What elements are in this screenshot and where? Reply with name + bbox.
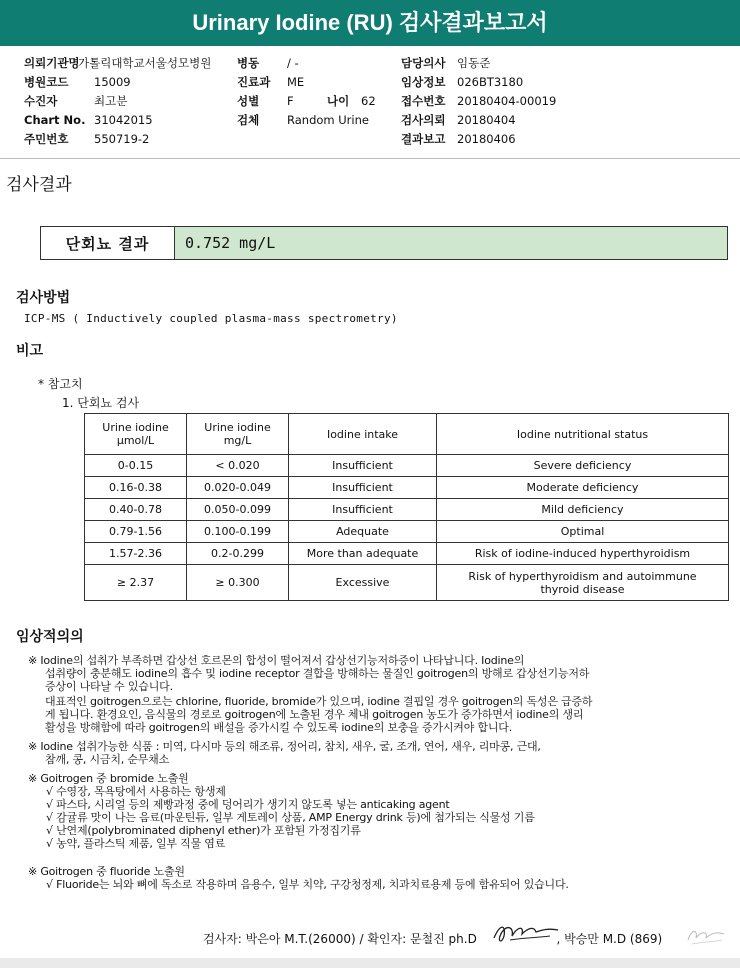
note-line: 게 됩니다. 환경요인, 음식물의 경로로 goitrogen에 노출된 경우 체내 goitrogen 농도가 증가하면서 iodine의 생리	[45, 708, 584, 721]
handwritten-signature-1	[490, 918, 562, 948]
note-line: 참깨, 콩, 시금치, 순무채소	[45, 753, 170, 766]
cell-intake: Insufficient	[289, 477, 437, 499]
cell-intake: Adequate	[289, 521, 437, 543]
note-line: 증상이 나타날 수 있습니다.	[45, 680, 173, 693]
cell-status: Moderate deficiency	[437, 477, 729, 499]
cell-status: Mild deficiency	[437, 499, 729, 521]
note-line: 대표적인 goitrogen으로는 chlorine, fluoride, bromide가 있으며, iodine 결핍일 경우 goitrogen의 독성은 급증하	[45, 695, 593, 708]
cell-umol: ≥ 2.37	[85, 565, 187, 601]
cell-umol: 0.16-0.38	[85, 477, 187, 499]
fluoride-title: ※ Goitrogen 중 fluoride 노출원	[28, 865, 185, 878]
bromide-title: ※ Goitrogen 중 bromide 노출원	[28, 772, 189, 785]
info-row-ward: 병동 / -	[237, 56, 299, 70]
signature-line	[203, 930, 662, 947]
clinical-paragraph-1	[28, 654, 732, 693]
cell-umol: 1.57-2.36	[85, 543, 187, 565]
info-row-request-date: 검사의뢰 20180404	[401, 113, 516, 127]
fluoride-sources	[28, 865, 732, 891]
cell-mgl: 0.050-0.099	[187, 499, 289, 521]
handwritten-signature-2	[684, 924, 728, 948]
header-mgl: Urine iodine mg/L	[187, 414, 289, 455]
cell-mgl: 0.2-0.299	[187, 543, 289, 565]
info-row-specimen: 검체 Random Urine	[237, 113, 369, 127]
info-row-sex-age: 성별 F 나이 62	[237, 94, 376, 108]
info-row-patient: 수진자 최고분	[24, 94, 128, 108]
header-divider	[0, 158, 740, 159]
cell-intake: Insufficient	[289, 455, 437, 477]
note-line: ※ Iodine 섭취가능한 식품 : 미역, 다시마 등의 해조류, 정어리, 참치, 새우, 굴, 조개, 연어, 새우, 리마콩, 근대,	[28, 740, 541, 753]
info-row-department: 진료과 ME	[237, 75, 305, 89]
list-item: √ 수영장, 목욕탕에서 사용하는 항생제	[46, 785, 226, 798]
info-row-hospital-code: 병원코드 15009	[24, 75, 131, 89]
result-label: 단회뇨 결과	[41, 227, 175, 259]
reference-table	[84, 413, 729, 601]
table-row	[85, 521, 729, 543]
reference-subtitle: 1. 단회뇨 검사	[62, 396, 140, 410]
cell-mgl: 0.020-0.049	[187, 477, 289, 499]
cell-mgl: 0.100-0.199	[187, 521, 289, 543]
table-row	[85, 565, 729, 601]
info-col-2	[237, 54, 376, 130]
info-row-resident-no: 주민번호 550719-2	[24, 132, 150, 146]
table-row	[85, 543, 729, 565]
cell-intake: More than adequate	[289, 543, 437, 565]
result-box	[40, 226, 728, 260]
remarks-title: 비고	[16, 343, 44, 359]
table-header-row	[85, 414, 729, 455]
info-row-doctor: 담당의사 임동준	[401, 56, 491, 70]
header-status: Iodine nutritional status	[437, 414, 729, 455]
info-row-chart-no: Chart No. 31042015	[24, 113, 153, 127]
cell-intake: Excessive	[289, 565, 437, 601]
cell-status: Severe deficiency	[437, 455, 729, 477]
table-row	[85, 455, 729, 477]
info-col-1	[24, 54, 211, 149]
header-umol: Urine iodine μmol/L	[85, 414, 187, 455]
reference-title: * 참고치	[38, 377, 83, 391]
list-item: √ 농약, 플라스틱 제품, 일부 직물 염료	[46, 837, 226, 850]
header-intake: Iodine intake	[289, 414, 437, 455]
cell-status: Risk of hyperthyroidism and autoimmune thyroid disease	[437, 565, 729, 601]
cell-status: Optimal	[437, 521, 729, 543]
cell-status: Risk of iodine-induced hyperthyroidism	[437, 543, 729, 565]
result-value: 0.752 mg/L	[175, 227, 727, 259]
signature-text-2: , 박승만 M.D (869)	[556, 932, 663, 946]
clinical-paragraph-2	[28, 695, 732, 734]
list-item: √ 감귤류 맛이 나는 음료(마운틴듀, 일부 게토레이 상품, AMP Energy drink 등)에 첨가되는 식물성 기름	[46, 811, 535, 824]
cell-umol: 0.40-0.78	[85, 499, 187, 521]
result-section-title: 검사결과	[6, 175, 72, 195]
table-row	[85, 499, 729, 521]
iodine-foods	[28, 740, 732, 766]
info-row-report-date: 결과보고 20180406	[401, 132, 516, 146]
note-line: ※ Iodine의 섭취가 부족하면 갑상선 호르몬의 합성이 떨어져서 갑상선기능저하증이 나타납니다. Iodine의	[28, 654, 525, 667]
info-row-institution: 의뢰기관명가톨릭대학교서울성모병원	[24, 56, 212, 70]
note-line: 활성을 방해함에 따라 goitrogen의 배설을 증가시킬 수 있도록 iodine의 보충을 증가시켜야 합니다.	[45, 721, 512, 734]
cell-mgl: ≥ 0.300	[187, 565, 289, 601]
cell-umol: 0-0.15	[85, 455, 187, 477]
table-row	[85, 477, 729, 499]
info-row-receipt-no: 접수번호 20180404-00019	[401, 94, 557, 108]
cell-mgl: < 0.020	[187, 455, 289, 477]
signature-text-1: 검사자: 박은아 M.T.(26000) / 확인자: 문철진 ph.D	[203, 932, 477, 946]
method-title: 검사방법	[16, 290, 71, 306]
cell-umol: 0.79-1.56	[85, 521, 187, 543]
info-col-3	[401, 54, 556, 149]
method-text: ICP-MS ( Inductively coupled plasma-mass spectrometry)	[24, 312, 398, 325]
cell-intake: Insufficient	[289, 499, 437, 521]
report-title: Urinary Iodine (RU) 검사결과보고서	[0, 0, 740, 46]
clinical-title: 임상적의의	[16, 629, 84, 645]
bottom-bar	[0, 958, 740, 968]
list-item: √ 난연제(polybrominated diphenyl ether)가 포함된 가정집기류	[46, 824, 361, 837]
note-line: 섭취량이 충분해도 iodine의 흡수 및 iodine receptor 결합을 방해하는 물질인 goitrogen의 방해로 갑상선기능저하	[45, 667, 590, 680]
list-item: √ Fluoride는 뇌와 뼈에 독소로 작용하며 음용수, 일부 치약, 구강청정제, 치과치료용제 등에 함유되어 있습니다.	[46, 878, 569, 891]
bromide-sources	[28, 772, 732, 850]
info-row-clinical-info: 임상정보 026BT3180	[401, 75, 524, 89]
list-item: √ 파스타, 시리얼 등의 제빵과정 중에 덩어리가 생기지 않도록 넣는 anticaking agent	[46, 798, 450, 811]
